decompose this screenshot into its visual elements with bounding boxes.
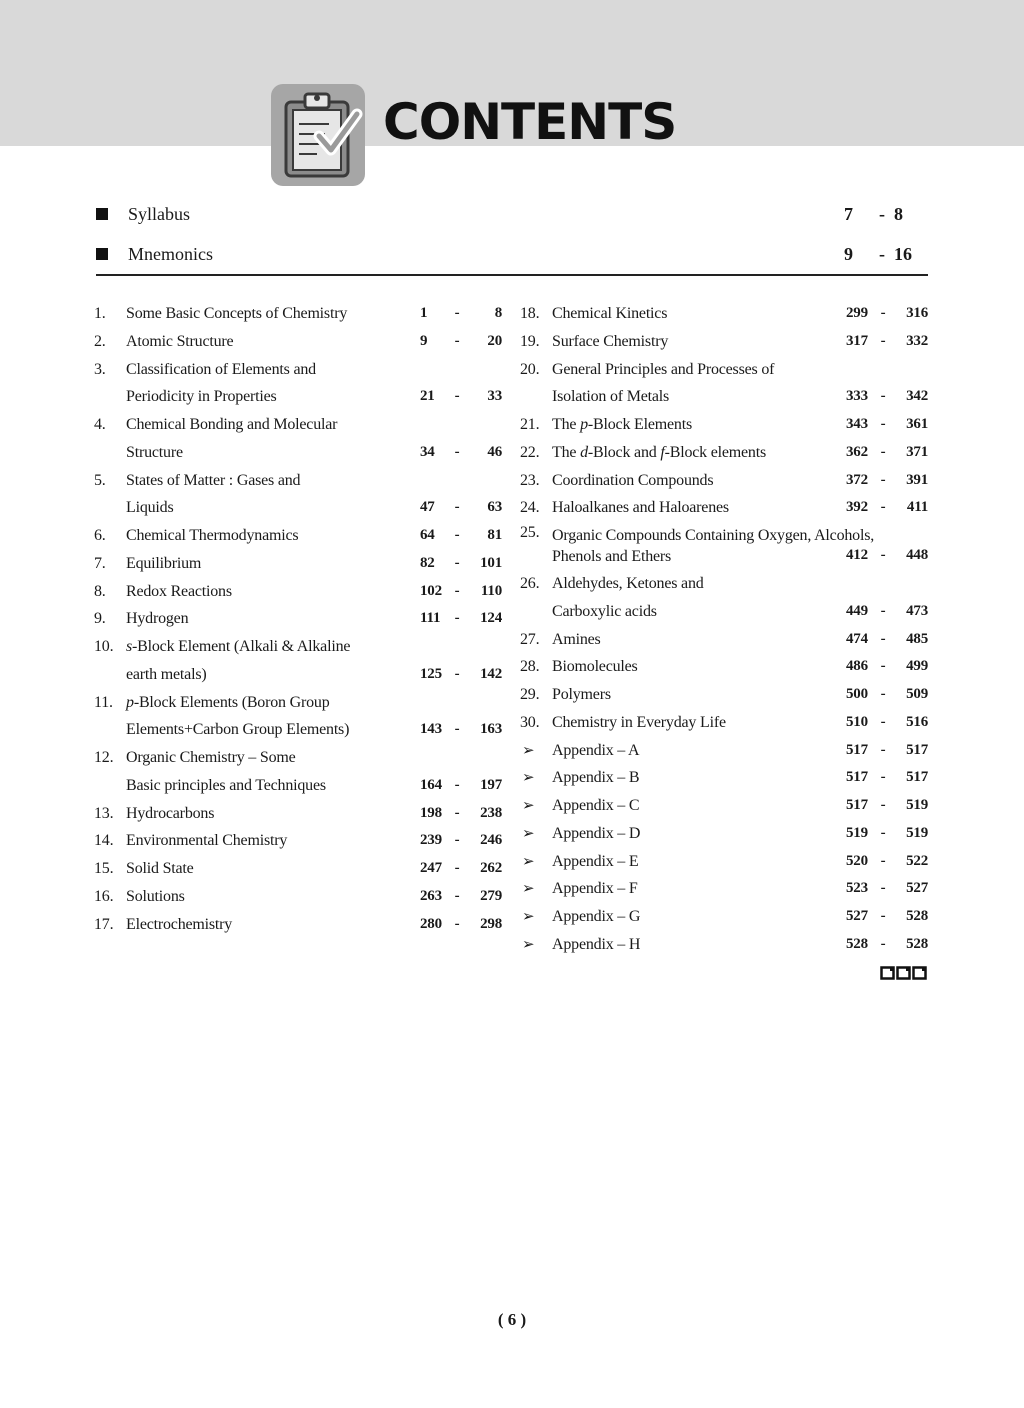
chapter-number: 5.	[94, 471, 106, 489]
chapter-title-line: Appendix – C	[552, 797, 640, 814]
top-item-label: Mnemonics	[128, 244, 213, 264]
page-range-dash: -	[454, 499, 460, 516]
square-bullet-icon	[96, 248, 108, 260]
page-range	[410, 827, 502, 855]
chapter-title-line: Chemical Thermodynamics	[126, 527, 299, 544]
page-start: 280	[420, 915, 442, 932]
page-range-dash: -	[880, 852, 886, 869]
page-end: 528	[906, 935, 928, 952]
page-end: 361	[906, 416, 928, 432]
page-range-dash: -	[880, 824, 886, 841]
page-start: 528	[846, 935, 868, 952]
page-start: 510	[846, 713, 868, 730]
page-start: 299	[846, 305, 868, 321]
chapter-number: 13.	[94, 804, 114, 822]
page-range-dash: -	[454, 527, 460, 543]
page-end: 8	[894, 204, 903, 224]
page-range	[410, 439, 502, 467]
chapter-title-line: Redox Reactions	[126, 582, 232, 600]
toc-entry	[94, 689, 502, 745]
page-start: 517	[846, 797, 868, 813]
arrow-bullet-icon: ➢	[522, 823, 535, 842]
page-end: 528	[906, 908, 928, 924]
toc-entry	[520, 356, 928, 412]
chapter-number: 11.	[94, 693, 113, 711]
chapter-title-line: Organic Compounds Containing Oxygen, Alcohols,	[552, 527, 875, 544]
page-end: 448	[906, 547, 928, 563]
page-range	[844, 201, 928, 227]
chapter-number: 8.	[94, 582, 106, 600]
page-range-dash: -	[880, 935, 886, 952]
page-end: 20	[487, 332, 502, 349]
page-range-dash: -	[454, 332, 460, 349]
page-end: 519	[906, 797, 928, 813]
page-range-dash: -	[454, 443, 460, 460]
page-range	[836, 543, 928, 567]
chapter-number: 26.	[520, 575, 540, 592]
page-range-dash: -	[454, 721, 460, 738]
page-end: 81	[487, 527, 502, 543]
chapter-number: 4.	[94, 416, 106, 433]
toc-entry	[94, 855, 502, 883]
page-range-dash: -	[454, 887, 460, 904]
toc-entry	[94, 550, 502, 578]
page-start: 47	[420, 499, 435, 516]
page-range-dash: -	[879, 244, 885, 264]
chapter-number: 15.	[94, 860, 114, 877]
page-end: 342	[906, 388, 928, 405]
chapter-number: 29.	[520, 686, 540, 703]
page-title: CONTENTS	[383, 93, 677, 151]
chapter-number: 14.	[94, 832, 114, 850]
page-end: 110	[480, 582, 502, 599]
page-end: 46	[487, 443, 502, 460]
chapter-title-line: s-Block Element (Alkali & Alkaline	[126, 638, 351, 655]
page-range	[836, 411, 928, 439]
clipboard-check-icon	[271, 84, 365, 186]
toc-entry	[520, 570, 928, 626]
toc-entry	[520, 494, 928, 522]
page-end: 197	[480, 776, 502, 793]
chapter-title-line: Atomic Structure	[126, 332, 234, 350]
page-range-dash: -	[880, 713, 886, 730]
toc-entry	[520, 737, 928, 765]
chapter-title-line: Solid State	[126, 860, 194, 877]
page-start: 9	[420, 332, 428, 349]
arrow-bullet-icon: ➢	[522, 768, 535, 787]
page-start: 82	[420, 554, 435, 571]
chapter-title-line: The p-Block Elements	[552, 416, 692, 433]
page-start: 362	[846, 443, 868, 460]
chapter-number: 17.	[94, 915, 114, 933]
chapter-title-line: Appendix – A	[552, 741, 640, 759]
chapter-number: 20.	[520, 360, 540, 378]
divider-rule	[96, 274, 928, 276]
page-end: 391	[906, 471, 928, 488]
chapter-title-line: Appendix – D	[552, 824, 641, 842]
toc-entry	[94, 744, 502, 800]
chapter-title-line: Periodicity in Properties	[126, 388, 277, 406]
page-range-dash: -	[454, 860, 460, 876]
toc-entry	[94, 911, 502, 939]
page-range-dash: -	[880, 741, 886, 758]
toc-entry	[94, 356, 502, 412]
page-end: 8	[494, 305, 502, 321]
chapter-title-line: Carboxylic acids	[552, 602, 657, 620]
chapter-title-line: Polymers	[552, 686, 611, 703]
page-start: 392	[846, 499, 868, 516]
page-range	[836, 931, 928, 959]
chapter-title-line: Hydrogen	[126, 610, 189, 628]
page-range	[410, 550, 502, 578]
toc-entry	[94, 411, 502, 467]
page-range	[836, 300, 928, 328]
page-range-dash: -	[454, 665, 460, 682]
page-end: 516	[906, 713, 928, 730]
toc-entry	[94, 605, 502, 633]
page-start: 449	[846, 602, 868, 619]
page-range	[836, 875, 928, 903]
toc-entry	[94, 578, 502, 606]
page-start: 527	[846, 908, 868, 924]
page-range	[836, 328, 928, 356]
arrow-bullet-icon: ➢	[522, 740, 535, 759]
chapter-number: 3.	[94, 360, 106, 378]
page-start: 9	[844, 244, 853, 264]
toc-entry	[520, 709, 928, 737]
chapter-title-line: Coordination Compounds	[552, 471, 714, 489]
chapter-title-line: Some Basic Concepts of Chemistry	[126, 305, 348, 322]
page-range-dash: -	[880, 471, 886, 488]
page-start: 125	[420, 665, 442, 682]
page-start: 333	[846, 388, 868, 405]
chapter-title-line: Elements+Carbon Group Elements)	[126, 721, 350, 739]
square-bullet-icon	[96, 208, 108, 220]
page-start: 64	[420, 527, 435, 543]
page-number: ( 6 )	[497, 1310, 527, 1329]
page-range	[836, 792, 928, 820]
page-end: 279	[480, 887, 502, 904]
page-range-dash: -	[454, 776, 460, 793]
toc-entry	[520, 931, 928, 959]
page-start: 164	[420, 776, 442, 793]
toc-entry	[520, 411, 928, 439]
page-range	[410, 800, 502, 828]
arrow-bullet-icon: ➢	[522, 934, 535, 953]
chapter-title-line: Classification of Elements and	[126, 360, 316, 378]
page-range-dash: -	[880, 630, 886, 647]
chapter-title-line: Electrochemistry	[126, 915, 233, 933]
page-range-dash: -	[454, 305, 460, 321]
chapter-title-line: Appendix – F	[552, 880, 638, 898]
chapter-number: 10.	[94, 638, 114, 655]
page-range	[410, 661, 502, 689]
page-range	[410, 605, 502, 633]
toc-entry	[520, 300, 928, 328]
chapter-title-line: p-Block Elements (Boron Group	[126, 693, 330, 711]
toc-entry	[520, 903, 928, 931]
chapter-title-line: Appendix – E	[552, 852, 639, 870]
chapter-title-line: Chemical Kinetics	[552, 305, 668, 322]
chapter-title-line: Surface Chemistry	[552, 332, 669, 350]
arrow-bullet-icon: ➢	[522, 907, 535, 925]
arrow-bullet-icon: ➢	[522, 851, 535, 870]
chapter-title-line: Appendix – G	[552, 908, 641, 925]
page-start: 517	[846, 769, 868, 786]
chapter-title-line: Environmental Chemistry	[126, 832, 288, 850]
page-end: 332	[906, 332, 928, 349]
chapter-number: 1.	[94, 305, 106, 322]
page-end: 473	[906, 602, 928, 619]
page-end: 16	[894, 244, 912, 264]
chapter-number: 7.	[94, 554, 106, 572]
toc-entry	[520, 522, 928, 570]
page-range	[836, 681, 928, 709]
toc-entry	[520, 626, 928, 654]
page-range	[836, 494, 928, 522]
page-start: 412	[846, 547, 868, 563]
page-range-dash: -	[454, 610, 460, 627]
page-start: 34	[420, 443, 435, 460]
chapter-number: 12.	[94, 749, 114, 766]
page-range-dash: -	[454, 388, 460, 405]
page-range	[410, 300, 502, 328]
page-start: 263	[420, 887, 442, 904]
chapter-title-line: Haloalkanes and Haloarenes	[552, 499, 729, 517]
chapter-title-line: Amines	[552, 630, 601, 648]
toc-right-column	[520, 300, 928, 959]
page-range-dash: -	[880, 547, 886, 563]
chapter-number: 28.	[520, 658, 540, 676]
page-start: 239	[420, 832, 442, 849]
page-range-dash: -	[880, 686, 886, 702]
chapter-title-line: Aldehydes, Ketones and	[552, 575, 704, 592]
page-range-dash: -	[880, 332, 886, 349]
chapter-title-line: Chemistry in Everyday Life	[552, 713, 726, 731]
toc-entry	[94, 467, 502, 523]
top-item-label: Syllabus	[128, 204, 191, 224]
page-range-dash: -	[454, 582, 460, 599]
page-end: 509	[906, 686, 928, 702]
page-range	[410, 383, 502, 411]
toc-entry	[520, 328, 928, 356]
chapter-number: 22.	[520, 443, 540, 461]
chapter-number: 18.	[520, 305, 540, 322]
page-end: 124	[480, 610, 502, 627]
toc-entry	[520, 875, 928, 903]
chapter-title-line: Appendix – H	[552, 935, 641, 953]
toc-entry	[520, 848, 928, 876]
toc-entry	[520, 792, 928, 820]
page-start: 520	[846, 852, 868, 869]
page-range-dash: -	[880, 443, 886, 460]
end-of-section-boxes-icon	[880, 966, 928, 985]
toc-entry	[520, 467, 928, 495]
chapter-title-line: Organic Chemistry – Some	[126, 749, 296, 766]
page-range-dash: -	[454, 804, 460, 821]
chapter-title-line: Structure	[126, 443, 183, 461]
toc-entry	[520, 681, 928, 709]
top-item-mnemonics	[96, 241, 928, 267]
page-range	[836, 820, 928, 848]
toc-left-column	[94, 300, 502, 938]
page-range	[836, 709, 928, 737]
page-end: 411	[906, 499, 928, 516]
chapter-title-line: earth metals)	[126, 665, 207, 683]
page-end: 163	[480, 721, 502, 738]
page-end: 142	[480, 665, 502, 682]
page-range-dash: -	[880, 388, 886, 405]
page-range-dash: -	[880, 305, 886, 321]
page-range-dash: -	[880, 416, 886, 432]
chapter-number: 6.	[94, 527, 106, 544]
page-start: 372	[846, 471, 868, 488]
toc-entry	[520, 439, 928, 467]
page-end: 63	[487, 499, 502, 516]
page-range	[410, 328, 502, 356]
toc-entry	[94, 800, 502, 828]
chapter-title-line: Phenols and Ethers	[552, 548, 672, 565]
page-range	[410, 772, 502, 800]
page-start: 198	[420, 804, 442, 821]
page-end: 316	[906, 305, 928, 321]
toc-entry	[520, 764, 928, 792]
chapter-number: 2.	[94, 332, 106, 350]
chapter-title-line: Appendix – B	[552, 769, 640, 787]
page-end: 262	[480, 860, 502, 876]
page-range-dash: -	[880, 880, 886, 897]
toc-entry	[94, 300, 502, 328]
chapter-title-line: Liquids	[126, 499, 174, 517]
page-range-dash: -	[880, 499, 886, 516]
page-start: 486	[846, 658, 868, 675]
page-start: 143	[420, 721, 442, 738]
page-end: 101	[480, 554, 502, 571]
chapter-number: 9.	[94, 610, 106, 628]
page-range	[410, 716, 502, 744]
chapter-number: 19.	[520, 332, 540, 350]
page-range	[844, 241, 928, 267]
toc-entry	[94, 522, 502, 550]
page-range	[410, 883, 502, 911]
page-range	[836, 467, 928, 495]
toc-entry	[94, 883, 502, 911]
page-range	[410, 578, 502, 606]
top-item-syllabus	[96, 201, 928, 227]
page-range-dash: -	[880, 658, 886, 675]
page-start: 474	[846, 630, 868, 647]
page-range	[836, 848, 928, 876]
toc-entry	[520, 820, 928, 848]
chapter-number: 25.	[520, 524, 540, 541]
page-range-dash: -	[880, 769, 886, 786]
chapter-title-line: Basic principles and Techniques	[126, 776, 326, 794]
chapter-title-line: The d-Block and f-Block elements	[552, 443, 767, 461]
toc-entry	[94, 827, 502, 855]
chapter-number: 30.	[520, 713, 540, 731]
page-range	[836, 903, 928, 931]
page-end: 485	[906, 630, 928, 647]
page-range-dash: -	[880, 797, 886, 813]
page-end: 522	[906, 852, 928, 869]
page-start: 7	[844, 204, 853, 224]
page-range-dash: -	[454, 915, 460, 932]
page-range-dash: -	[454, 832, 460, 849]
page-end: 519	[906, 824, 928, 841]
page-range	[410, 855, 502, 883]
page-start: 21	[420, 388, 435, 405]
chapter-title-line: Hydrocarbons	[126, 804, 215, 822]
page-range-dash: -	[454, 554, 460, 571]
chapter-title-line: Isolation of Metals	[552, 388, 670, 406]
page-range	[836, 653, 928, 681]
page-range	[836, 383, 928, 411]
page-start: 517	[846, 741, 868, 758]
page-end: 517	[906, 769, 928, 786]
page-range	[836, 764, 928, 792]
toc-entry	[520, 653, 928, 681]
arrow-bullet-icon: ➢	[522, 796, 535, 814]
chapter-number: 21.	[520, 416, 540, 433]
page-range	[410, 494, 502, 522]
chapter-title-line: Biomolecules	[552, 658, 638, 676]
page-start: 111	[420, 610, 441, 627]
page-range	[836, 737, 928, 765]
page-range-dash: -	[880, 908, 886, 924]
page-end: 527	[906, 880, 928, 897]
page-start: 519	[846, 824, 868, 841]
chapter-title-line: States of Matter : Gases and	[126, 471, 301, 489]
page-range	[836, 439, 928, 467]
page-end: 371	[906, 443, 928, 460]
page-range-dash: -	[879, 204, 885, 224]
page-end: 499	[906, 658, 928, 675]
chapter-title-line: General Principles and Processes of	[552, 360, 775, 378]
page-end: 517	[906, 741, 928, 758]
page-start: 102	[420, 582, 442, 599]
chapter-title-line: Solutions	[126, 887, 185, 905]
chapter-number: 16.	[94, 887, 114, 905]
page-start: 523	[846, 880, 868, 897]
chapter-title-line: Chemical Bonding and Molecular	[126, 416, 338, 433]
page-range	[410, 911, 502, 939]
page-end: 238	[480, 804, 502, 821]
toc-entry	[94, 328, 502, 356]
page-range	[410, 522, 502, 550]
chapter-number: 24.	[520, 499, 540, 517]
page-range	[836, 598, 928, 626]
page-start: 317	[846, 332, 868, 349]
page-start: 247	[420, 860, 442, 876]
arrow-bullet-icon: ➢	[522, 879, 535, 898]
page-range	[836, 626, 928, 654]
page-end: 33	[487, 388, 502, 405]
page-range-dash: -	[880, 602, 886, 619]
page-start: 343	[846, 416, 868, 432]
toc-entry	[94, 633, 502, 689]
chapter-number: 23.	[520, 471, 540, 489]
page-end: 246	[480, 832, 502, 849]
page-start: 1	[420, 305, 428, 321]
page-end: 298	[480, 915, 502, 932]
page-start: 500	[846, 686, 868, 702]
chapter-title-line: Equilibrium	[126, 554, 202, 572]
chapter-number: 27.	[520, 630, 540, 648]
